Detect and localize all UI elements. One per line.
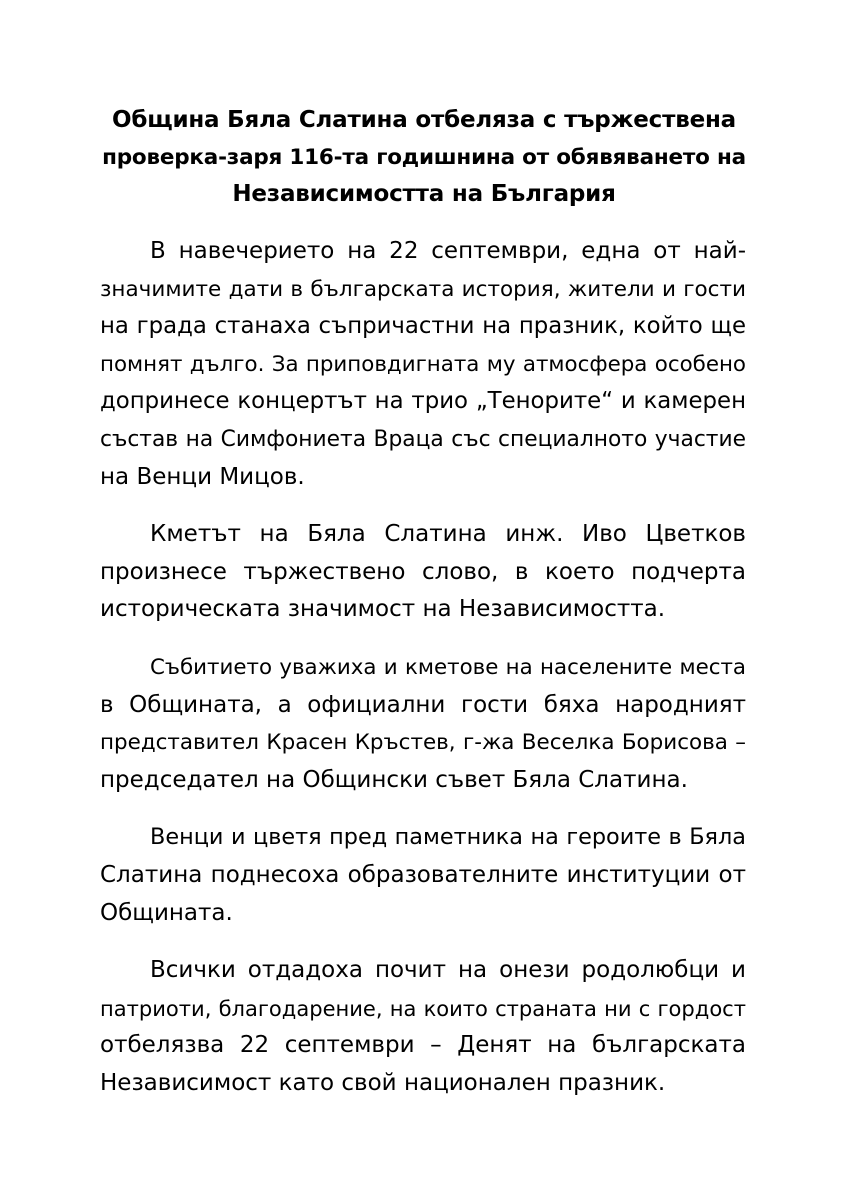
text-line: Събитието уважиха и кметове на населените места — [150, 654, 746, 680]
text-line: състав на Симфониета Враца със специалното участие — [100, 426, 746, 452]
title-line: проверка-заря 116-та годишнина от обявяването на — [102, 145, 746, 170]
text-line: патриоти, благодарение, на които страната ни с гордост — [100, 995, 746, 1021]
text-line: отбелязва 22 септември – Денят на българската — [100, 1032, 746, 1059]
text-line: Слатина поднесоха образователните институции от — [100, 861, 746, 888]
article-body — [100, 233, 746, 1122]
paragraph — [100, 516, 746, 629]
text-line: Венци и цветя пред паметника на героите в Бяла — [150, 824, 746, 851]
text-line: Общината. — [100, 899, 233, 926]
text-line: Независимост като свой национален празник. — [100, 1069, 666, 1096]
text-line: допринесе концертът на трио „Тенорите“ и камерен — [100, 388, 746, 415]
article-title — [100, 102, 748, 213]
text-line: значимите дати в българската история, жители и гости — [100, 276, 746, 302]
title-line: Община Бяла Слатина отбеляза с тържествена — [112, 107, 736, 133]
text-line: произнесе тържествено слово, в което подчерта — [100, 558, 746, 585]
text-line: на Венци Мицов. — [100, 463, 305, 490]
text-line: В навечерието на 22 септември, една от най- — [150, 238, 746, 264]
text-line: представител Красен Кръстев, г-жа Веселка Борисова – — [100, 730, 746, 756]
paragraph — [100, 952, 746, 1102]
text-line: в Общината, а официални гости бяха народният — [100, 691, 746, 718]
paragraph — [100, 819, 746, 932]
title-line: Независимостта на България — [232, 181, 616, 207]
paragraph — [100, 649, 746, 799]
text-line: на града станаха съпричастни на празник, който ще — [100, 313, 746, 340]
text-line: Всички отдадоха почит на онези родолюбци и — [150, 957, 746, 984]
text-line: Кметът на Бяла Слатина инж. Иво Цветков — [150, 521, 746, 548]
text-line: помнят дълго. За приповдигната му атмосфера особено — [100, 351, 746, 377]
text-line: историческата значимост на Независимостта. — [100, 596, 666, 623]
text-line: председател на Общински съвет Бяла Слатина. — [100, 766, 688, 793]
paragraph — [100, 233, 746, 496]
